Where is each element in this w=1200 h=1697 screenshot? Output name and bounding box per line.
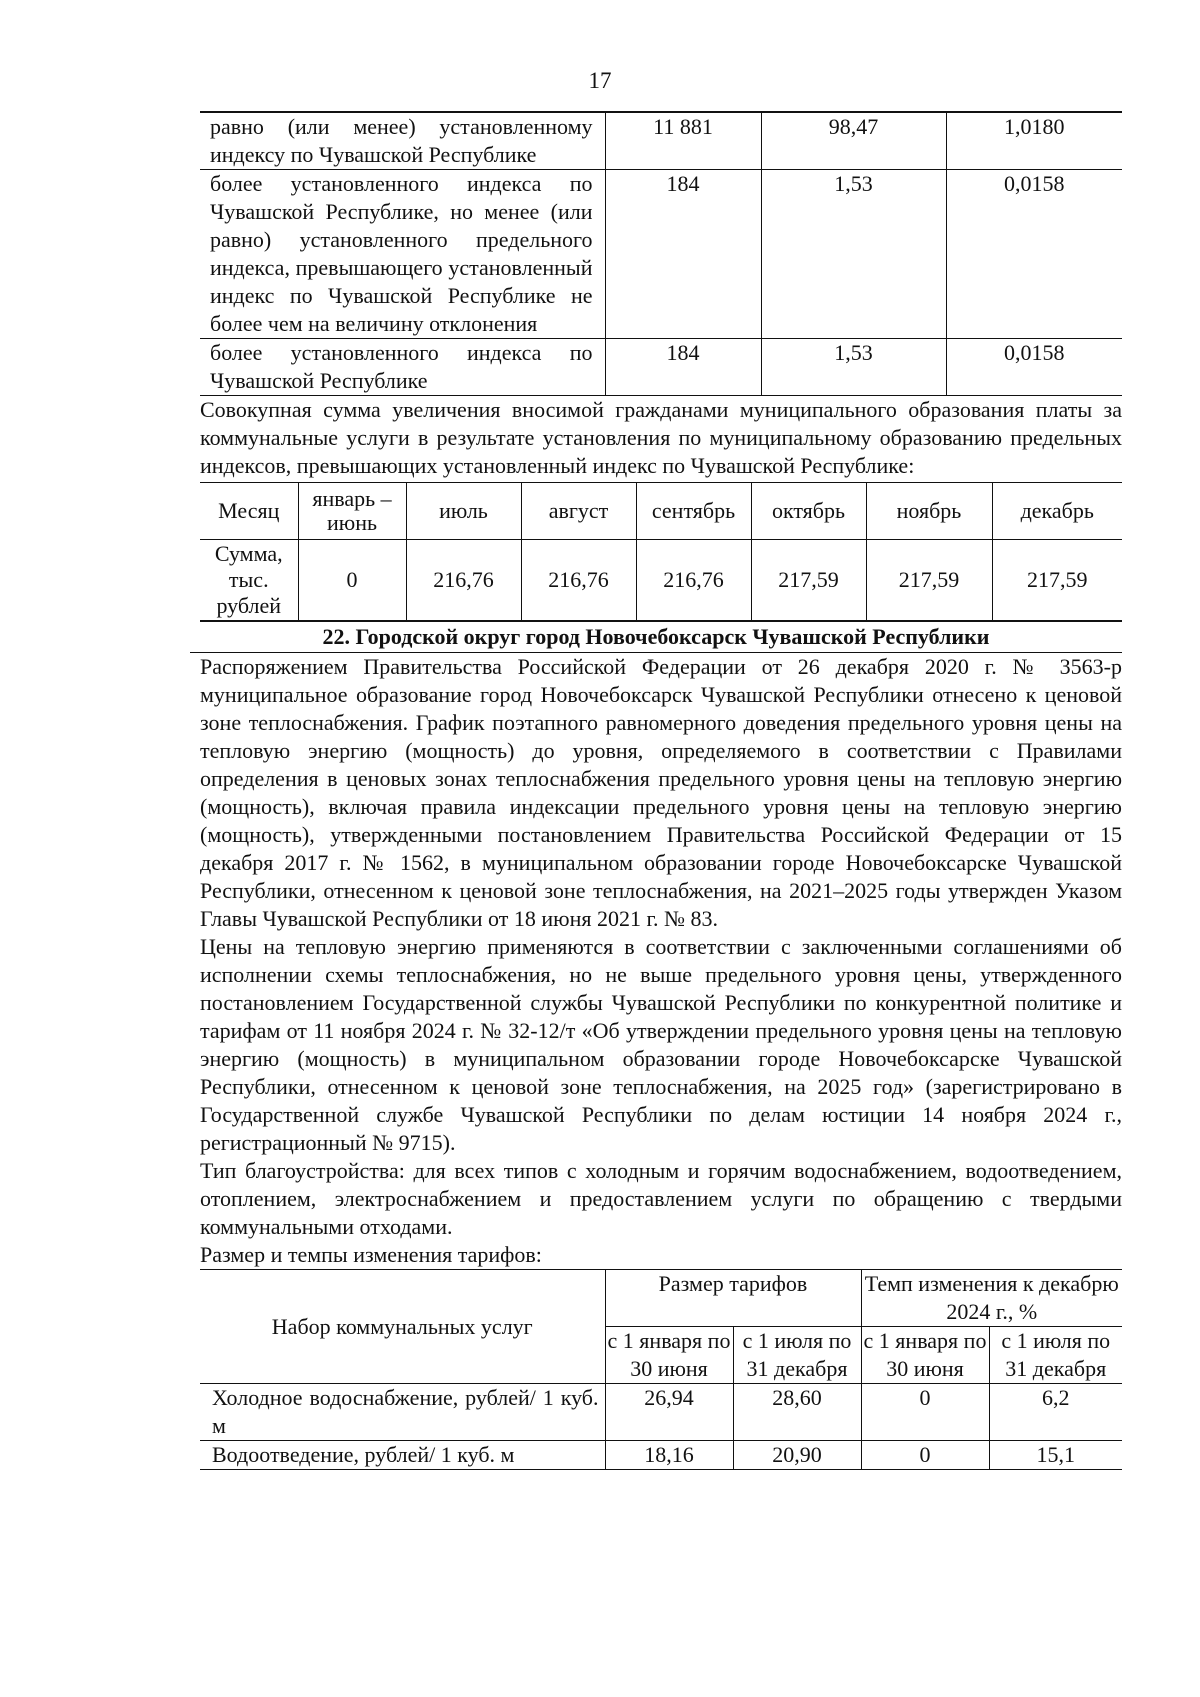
size-jul: 20,90 xyxy=(733,1441,861,1470)
size-jan: 26,94 xyxy=(605,1384,733,1441)
table-row xyxy=(200,1441,1122,1470)
index-distribution-table xyxy=(200,111,1122,396)
table-row xyxy=(200,112,1122,170)
header-services: Набор коммунальных услуг xyxy=(200,1270,605,1384)
value-jul: 216,76 xyxy=(406,540,521,622)
service-name: Холодное водоснабжение, рублей/ 1 куб. м xyxy=(200,1384,605,1441)
value-aug: 216,76 xyxy=(521,540,636,622)
population-percent: 1,53 xyxy=(761,170,946,339)
rate-jul: 6,2 xyxy=(989,1384,1122,1441)
coefficient: 0,0158 xyxy=(946,339,1122,396)
table-header-row xyxy=(200,1270,1122,1327)
header-aug: август xyxy=(521,483,636,540)
header-change-rate: Темп изменения к декабрю 2024 г., % xyxy=(861,1270,1122,1327)
value-dec: 217,59 xyxy=(992,540,1122,622)
population-count: 184 xyxy=(605,339,761,396)
coefficient: 1,0180 xyxy=(946,112,1122,170)
rate-jan: 0 xyxy=(861,1384,989,1441)
section-title: 22. Городской округ город Новочебоксарск Чувашской Республики xyxy=(190,622,1122,653)
total-increase-paragraph: Совокупная сумма увеличения вносимой гражданами муниципального образования платы за коммунальные услуги в результате установления по муниципальному образованию предельных индексов, превышающих установленный индекс по Чувашской Республике: xyxy=(200,397,1122,478)
header-size-jul: с 1 июля по 31 декабря xyxy=(733,1327,861,1384)
heat-price-paragraph: Цены на тепловую энергию применяются в соответствии с заключенными соглашениями об исполнении схемы теплоснабжения, но не выше предельного уровня цены, утвержденного постановлением Государственной службы Чувашской Республики по конкурентной политике и тарифам от 11 ноября 2024 г. № 32-12/т «Об утверждении предельного уровня цены на тепловую энергию (мощность) в муниципальном образовании городе Новочебоксарске Чувашской Республики, отнесенном к ценовой зоне теплоснабжения, на 2025 год» (зарегистрировано в Государственной службе Чувашской Республики по делам юстиции 14 ноября 2024 г., регистрационный № 9715). xyxy=(200,934,1122,1155)
size-jan: 18,16 xyxy=(605,1441,733,1470)
header-dec: декабрь xyxy=(992,483,1122,540)
population-percent: 1,53 xyxy=(761,339,946,396)
decree-paragraph: Распоряжением Правительства Российской Федерации от 26 декабря 2020 г. № 3563-р муниципальное образование город Новочебоксарск Чувашской Республики отнесено к ценовой зоне теплоснабжения. График поэтапного равномерного доведения предельного уровня цены на тепловую энергию (мощность) до уровня, определяемого в соответствии с Правилами определения в ценовых зонах теплоснабжения предельного уровня цены на тепловую энергию (мощность), включая правила индексации предельного уровня цены на тепловую энергию (мощность), утвержденными постановлением Правительства Российской Федерации от 15 декабря 2017 г. № 1562, в муниципальном образовании городе Новочебоксарске Чувашской Республики, отнесенном к ценовой зоне теплоснабжения, на 2021–2025 годы утвержден Указом Главы Чувашской Республики от 18 июня 2021 г. № 83. xyxy=(200,654,1122,931)
table-row xyxy=(200,339,1122,396)
page-number: 17 xyxy=(588,68,612,93)
header-month: Месяц xyxy=(200,483,298,540)
tariff-table xyxy=(200,1269,1122,1470)
row-label: более установленного индекса по Чувашской Республике xyxy=(200,339,605,396)
value-nov: 217,59 xyxy=(866,540,992,622)
header-rate-jul: с 1 июля по 31 декабря xyxy=(989,1327,1122,1384)
population-count: 11 881 xyxy=(605,112,761,170)
header-nov: ноябрь xyxy=(866,483,992,540)
header-tariff-size: Размер тарифов xyxy=(605,1270,861,1327)
header-size-jan: с 1 января по 30 июня xyxy=(605,1327,733,1384)
table-row xyxy=(200,1384,1122,1441)
value-oct: 217,59 xyxy=(751,540,866,622)
improvement-type-paragraph: Тип благоустройства: для всех типов с холодным и горячим водоснабжением, водоотведением, отоплением, электроснабжением и предоставлением услуги по обращению с твердыми коммунальными отходами. xyxy=(200,1158,1122,1239)
rate-jul: 15,1 xyxy=(989,1441,1122,1470)
page-content xyxy=(200,111,1122,1470)
header-rate-jan: с 1 января по 30 июня xyxy=(861,1327,989,1384)
header-sep: сентябрь xyxy=(636,483,751,540)
population-percent: 98,47 xyxy=(761,112,946,170)
size-jul: 28,60 xyxy=(733,1384,861,1441)
header-jan-jun: январь – июнь xyxy=(298,483,406,540)
header-jul: июль xyxy=(406,483,521,540)
tariff-intro-paragraph: Размер и темпы изменения тарифов: xyxy=(200,1242,542,1267)
population-count: 184 xyxy=(605,170,761,339)
value-jan-jun: 0 xyxy=(298,540,406,622)
coefficient: 0,0158 xyxy=(946,170,1122,339)
table-header-row xyxy=(200,483,1122,540)
row-label: равно (или менее) установленному индексу по Чувашской Республике xyxy=(200,112,605,170)
table-row xyxy=(200,170,1122,339)
table-row xyxy=(200,540,1122,622)
service-name: Водоотведение, рублей/ 1 куб. м xyxy=(200,1441,605,1470)
value-sep: 216,76 xyxy=(636,540,751,622)
monthly-sum-table xyxy=(200,482,1122,622)
row-label: Сумма, тыс. рублей xyxy=(200,540,298,622)
row-label: более установленного индекса по Чувашской Республике, но менее (или равно) установленного предельного индекса, превышающего установленный индекс по Чувашской Республике не более чем на величину отклонения xyxy=(200,170,605,339)
header-oct: октябрь xyxy=(751,483,866,540)
rate-jan: 0 xyxy=(861,1441,989,1470)
